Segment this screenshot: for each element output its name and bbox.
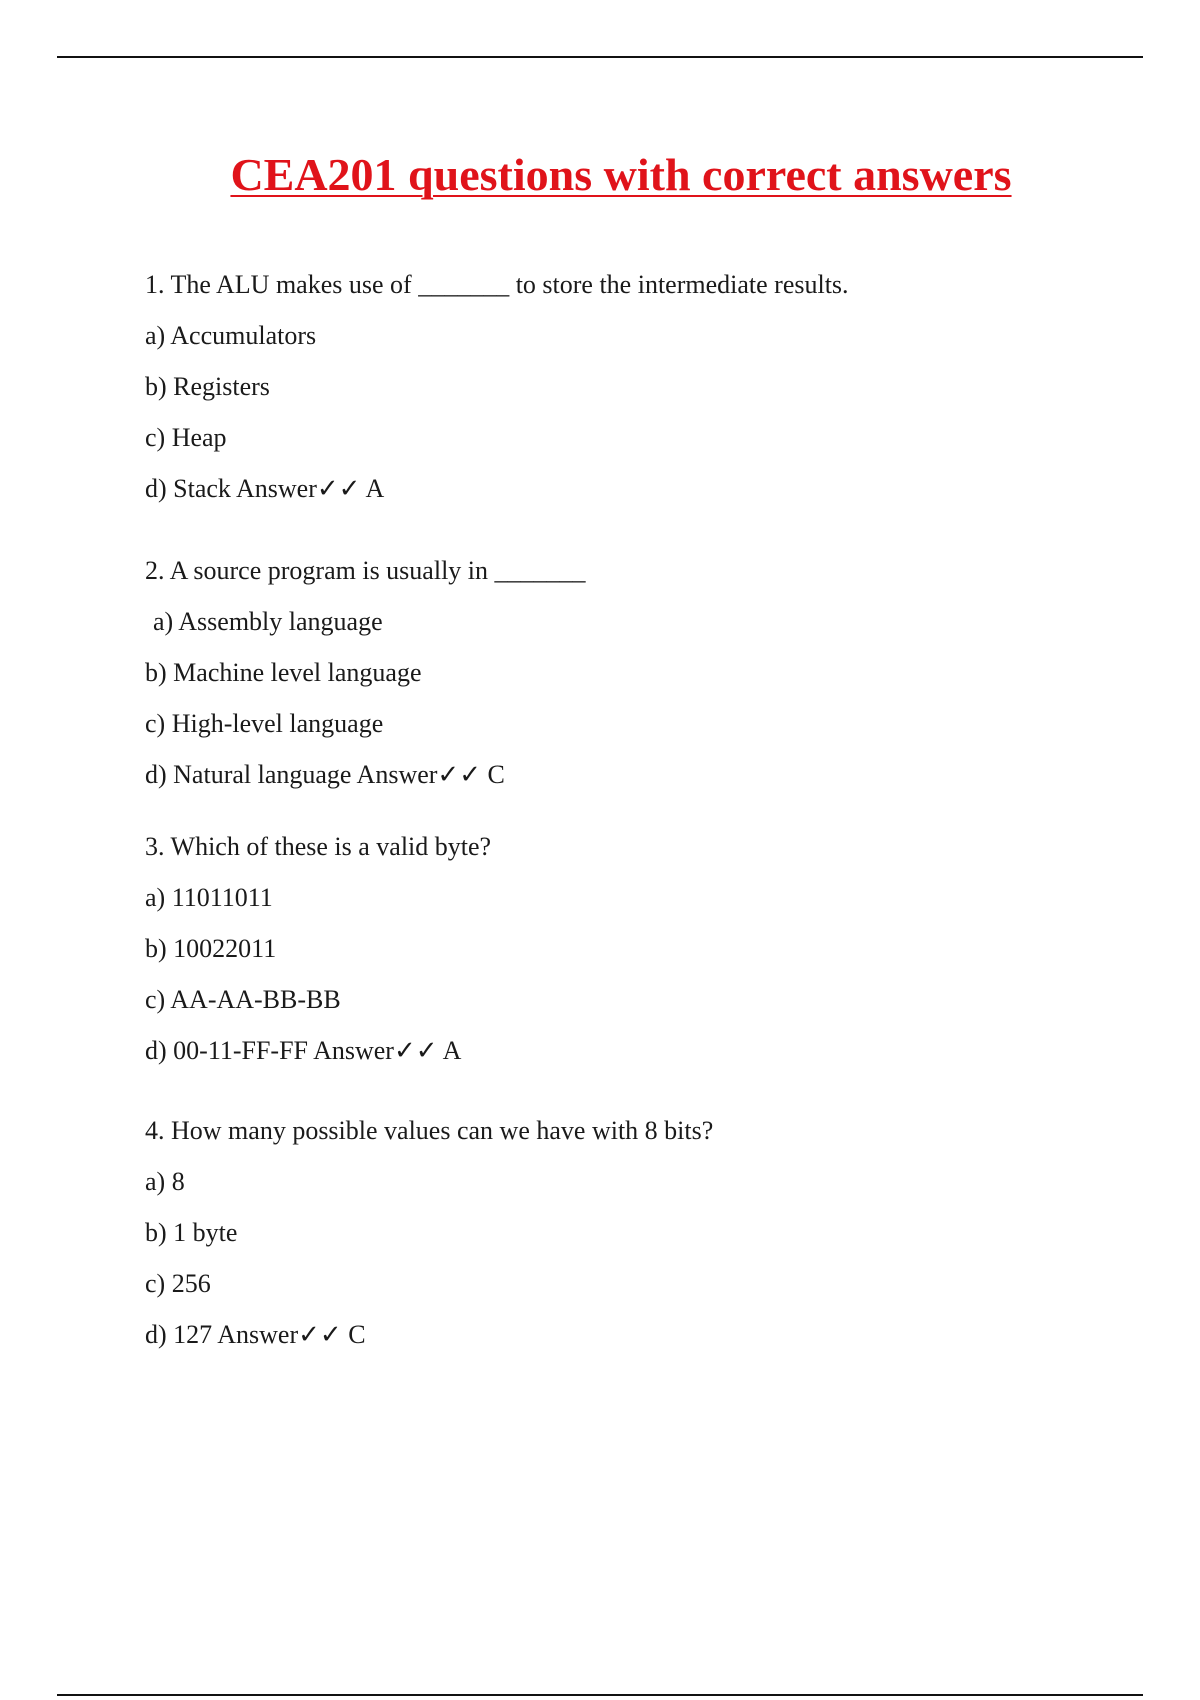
option-a: a) Assembly language [153,607,383,636]
question-list [145,270,1105,1402]
option-b: b) 1 byte [145,1218,238,1247]
question-text: 1. The ALU makes use of _______ to store the intermediate results. [145,270,849,299]
option-c: c) High-level language [145,709,384,738]
question-block-3 [145,832,1105,1066]
option-d: d) 00-11-FF-FF [145,1036,309,1065]
option-b: b) Machine level language [145,658,422,687]
answer-key: Answer✓✓ C [217,1320,366,1349]
option-a: a) 8 [145,1167,185,1196]
question-text: 3. Which of these is a valid byte? [145,832,492,861]
answer-key: Answer✓✓ A [313,1036,462,1065]
question-block-2 [145,556,1105,790]
option-a: a) 11011011 [145,883,273,912]
question-text: 4. How many possible values can we have with 8 bits? [145,1116,714,1145]
bottom-divider [57,1694,1143,1696]
option-d: d) Stack [145,474,231,503]
option-c: c) Heap [145,423,227,452]
option-c: c) 256 [145,1269,211,1298]
option-d-with-answer [145,1320,1105,1350]
option-d-with-answer [145,760,1105,790]
answer-key: Answer✓✓ A [236,474,385,503]
option-c: c) AA-AA-BB-BB [145,985,341,1014]
top-divider [57,56,1143,58]
page-title: CEA201 questions with correct answers [230,149,1012,200]
option-d-with-answer [145,474,1105,504]
option-a: a) Accumulators [145,321,317,350]
answer-key: Answer✓✓ C [356,760,505,789]
option-d: d) Natural language [145,760,352,789]
option-b: b) Registers [145,372,270,401]
option-d: d) 127 [145,1320,213,1349]
question-block-4 [145,1116,1105,1350]
question-block-1 [145,270,1105,504]
question-text: 2. A source program is usually in _______ [145,556,586,585]
option-b: b) 10022011 [145,934,277,963]
option-d-with-answer [145,1036,1105,1066]
